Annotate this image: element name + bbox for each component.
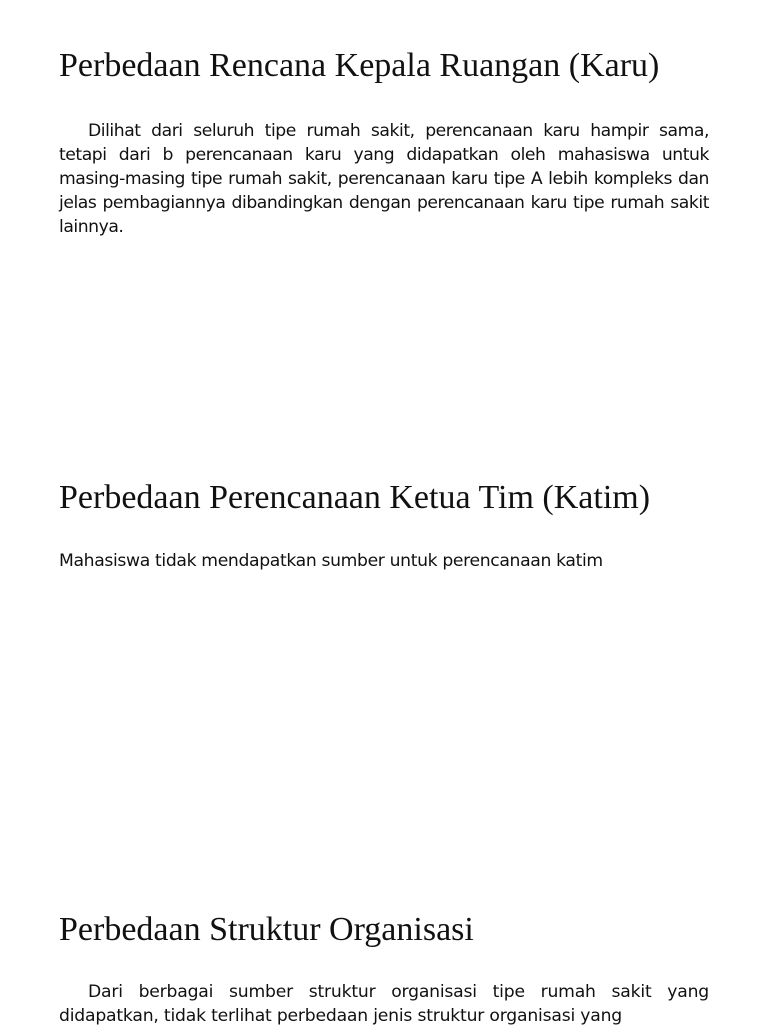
section-heading-struktur-organisasi: Perbedaan Struktur Organisasi <box>59 911 474 948</box>
section-karu <box>59 46 709 239</box>
section-body-struktur-organisasi: Dari berbagai sumber struktur organisasi tipe rumah sakit yang didapatkan, tidak terlihat perbedaan jenis struktur organisasi yang <box>59 982 709 1026</box>
section-body-katim: Mahasiswa tidak mendapatkan sumber untuk perencanaan katim <box>59 551 603 571</box>
section-struktur-organisasi <box>59 910 709 1028</box>
section-body-karu: Dilihat dari seluruh tipe rumah sakit, perencanaan karu hampir sama, tetapi dari b perencanaan karu yang didapatkan oleh mahasiswa untuk masing-masing tipe rumah sakit, perencanaan karu tipe A lebih kompleks dan jelas pembagiannya dibandingkan dengan perencanaan karu tipe rumah sakit lainnya. <box>59 121 709 237</box>
section-heading-katim: Perbedaan Perencanaan Ketua Tim (Katim) <box>59 479 651 516</box>
section-heading-karu: Perbedaan Rencana Kepala Ruangan (Karu) <box>59 47 660 84</box>
section-katim <box>59 478 709 573</box>
